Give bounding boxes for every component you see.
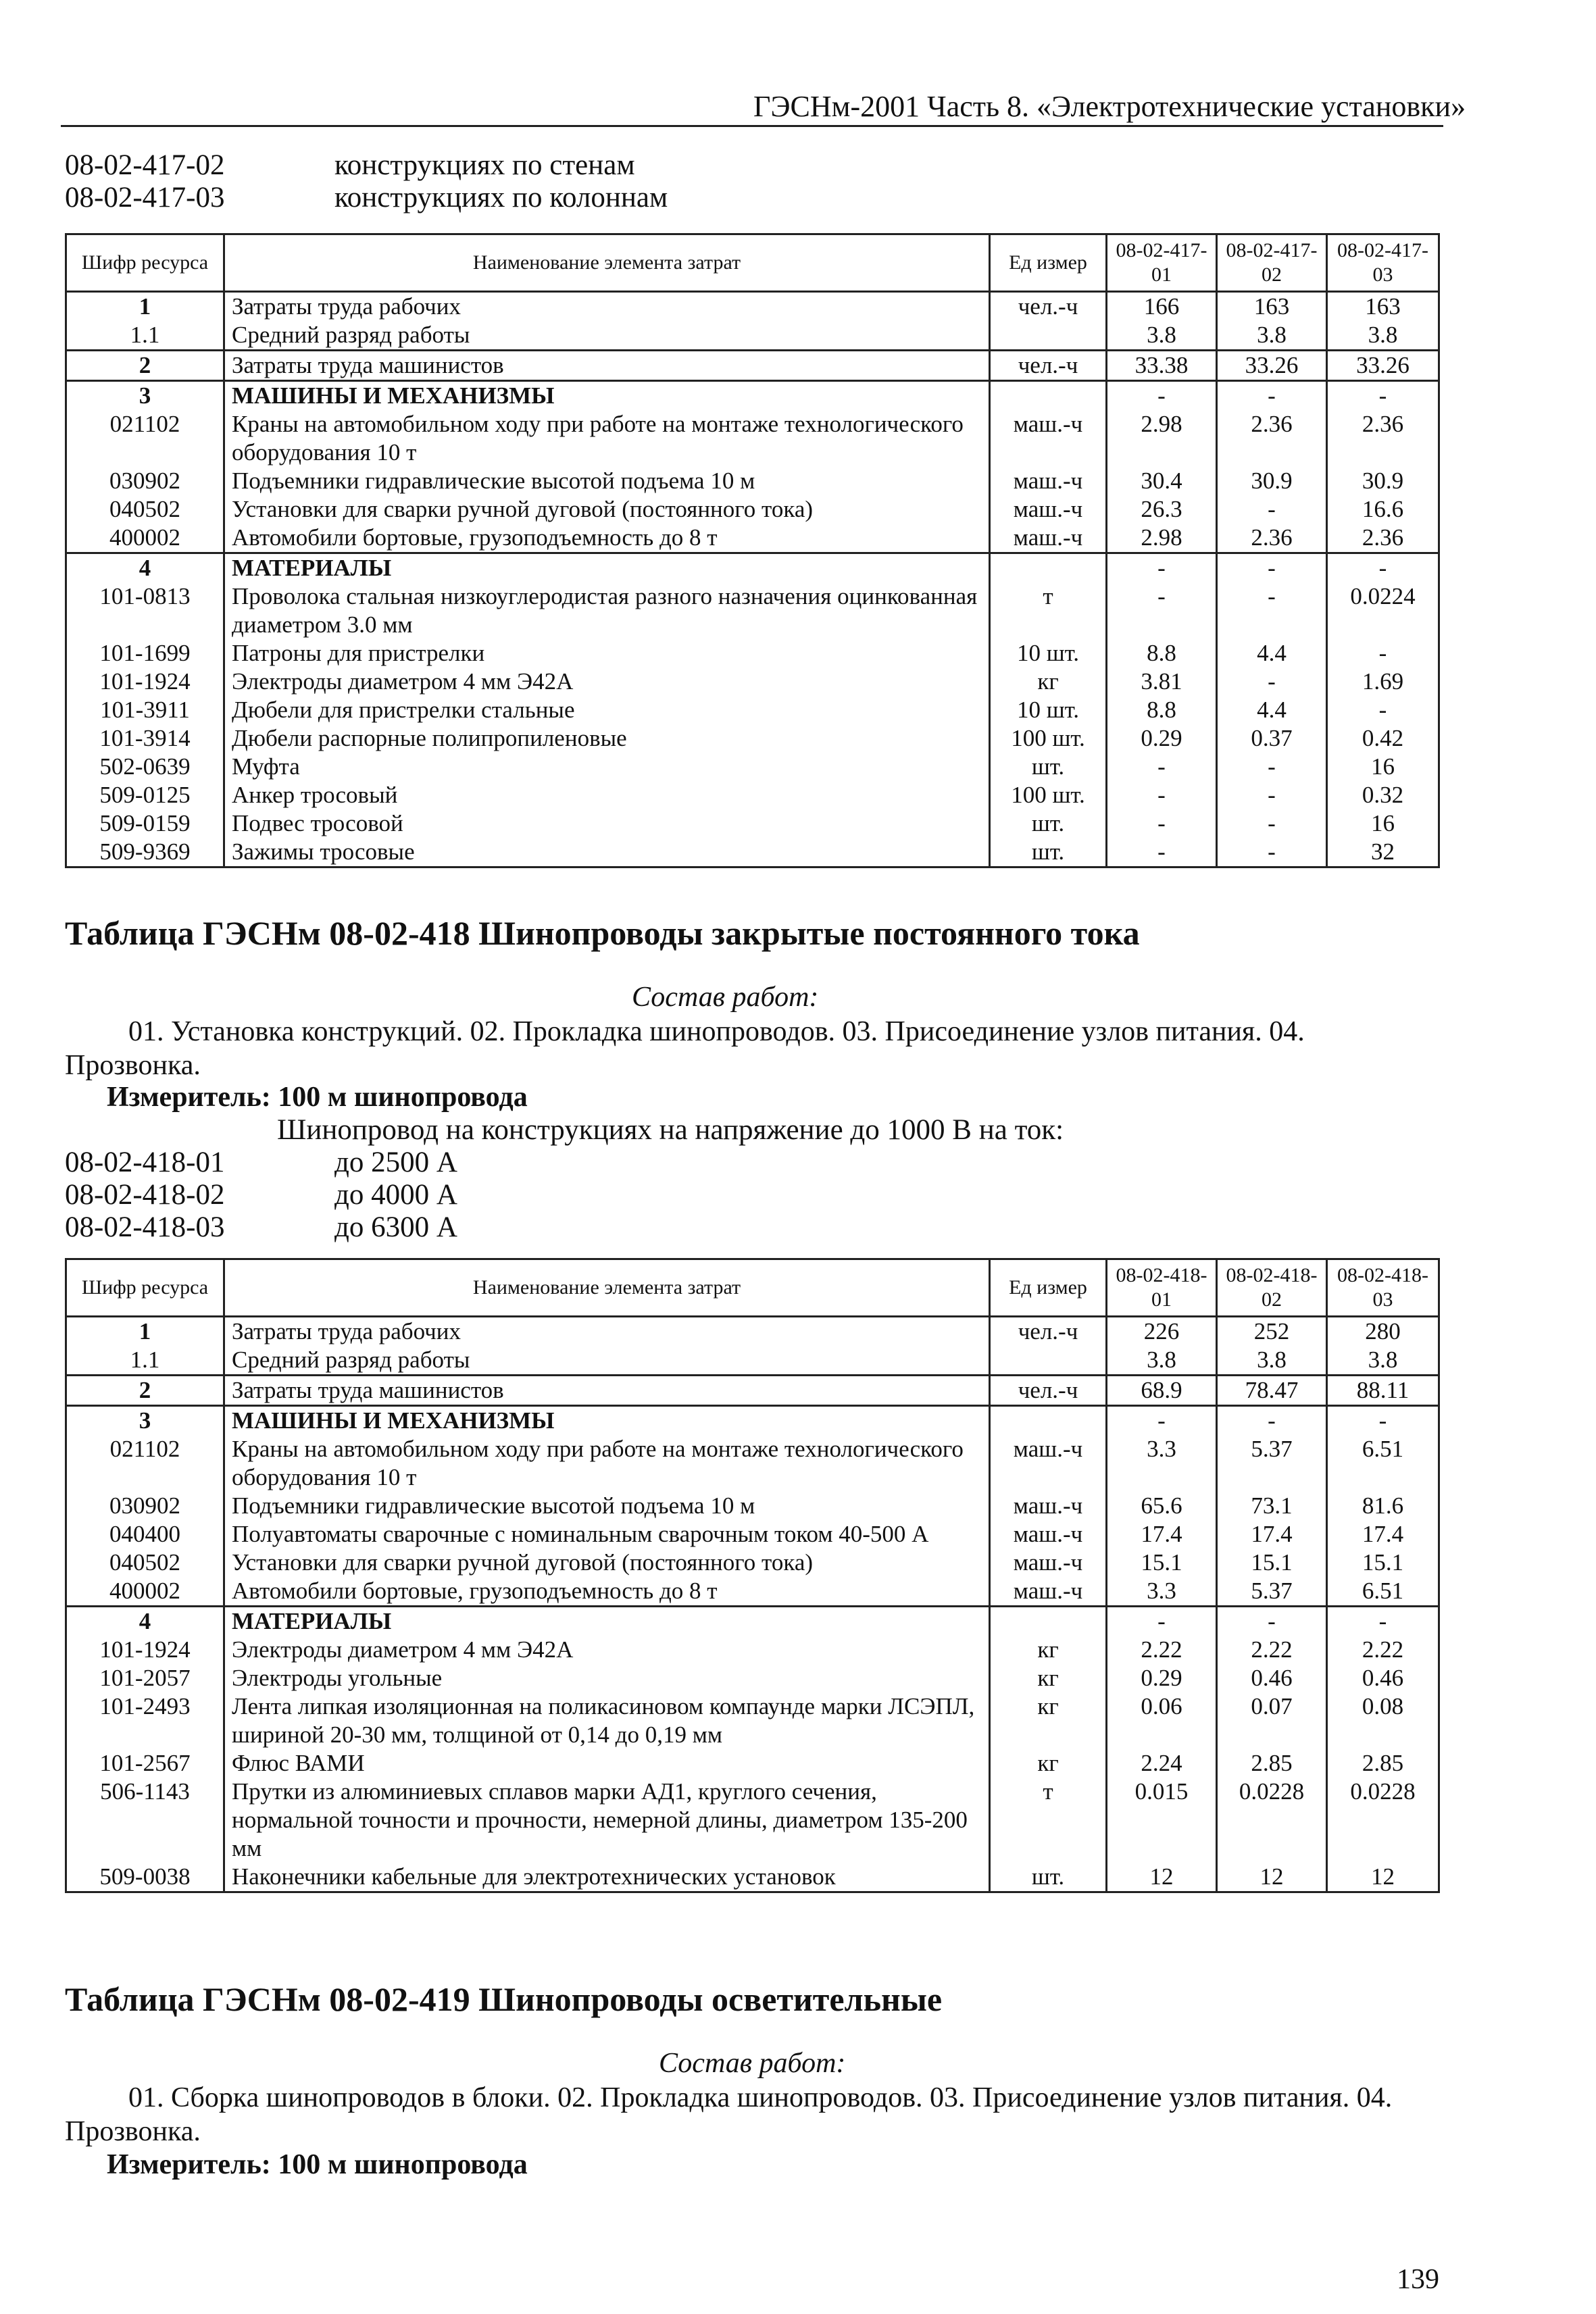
cell-code: 101-2567 (66, 1749, 224, 1778)
cell-name: Установки для сварки ручной дуговой (постоянного тока) (224, 495, 990, 524)
cell-value-2: 3.8 (1217, 1346, 1327, 1376)
cell-unit: кг (990, 1664, 1107, 1692)
cell-value-1: 26.3 (1107, 495, 1217, 524)
cell-value-3: 88.11 (1327, 1376, 1439, 1406)
cell-value-1: - (1107, 753, 1217, 781)
cell-value-3: 16 (1327, 753, 1439, 781)
page-number: 139 (1397, 2264, 1439, 2295)
code-418-01-text: до 2500 А (334, 1147, 457, 1178)
cell-unit: маш.-ч (990, 467, 1107, 495)
cell-code: 400002 (66, 1577, 224, 1607)
cell-value-2: 78.47 (1217, 1376, 1327, 1406)
cell-value-3: 1.69 (1327, 668, 1439, 696)
cell-unit: маш.-ч (990, 410, 1107, 467)
cell-unit: маш.-ч (990, 524, 1107, 553)
table-row (66, 1520, 1439, 1549)
cell-value-1: 166 (1107, 292, 1217, 322)
cell-code: 101-2493 (66, 1692, 224, 1749)
cell-code: 4 (66, 1607, 224, 1636)
cell-unit: шт. (990, 1863, 1107, 1892)
cell-value-3: 2.85 (1327, 1749, 1439, 1778)
cell-code: 101-1924 (66, 668, 224, 696)
cell-value-2: 0.46 (1217, 1664, 1327, 1692)
cell-code: 030902 (66, 467, 224, 495)
cell-unit: 100 шт. (990, 724, 1107, 753)
cell-value-1: 68.9 (1107, 1376, 1217, 1406)
col-header-code: Шифр ресурса (66, 234, 224, 292)
cell-name: Прутки из алюминиевых сплавов марки АД1, круглого сечения, нормальной точности и прочности, немерной длины, диаметром 135-200 мм (224, 1778, 990, 1863)
cell-value-1: 3.8 (1107, 1346, 1217, 1376)
cell-value-3: 81.6 (1327, 1492, 1439, 1520)
code-418-03-text: до 6300 А (334, 1211, 457, 1243)
cell-value-2: 5.37 (1217, 1577, 1327, 1607)
cell-value-1: 33.38 (1107, 351, 1217, 381)
cell-unit: 10 шт. (990, 639, 1107, 668)
cell-value-2: 0.07 (1217, 1692, 1327, 1749)
cell-code: 101-2057 (66, 1664, 224, 1692)
cell-code: 1.1 (66, 1346, 224, 1376)
cell-value-3: - (1327, 1406, 1439, 1436)
cell-value-3: 16 (1327, 809, 1439, 838)
cell-value-3: 0.32 (1327, 781, 1439, 809)
cell-value-1: 2.22 (1107, 1636, 1217, 1664)
col-header-v2: 08-02-418-02 (1217, 1259, 1327, 1317)
cell-name: Полуавтоматы сварочные с номинальным сварочным током 40-500 А (224, 1520, 990, 1549)
cell-name: Зажимы тросовые (224, 838, 990, 867)
cell-name: МАТЕРИАЛЫ (224, 553, 990, 583)
cell-value-1: 3.8 (1107, 321, 1217, 351)
table-row (66, 321, 1439, 351)
table-row (66, 1607, 1439, 1636)
table-row (66, 582, 1439, 639)
cell-value-1: 2.24 (1107, 1749, 1217, 1778)
cell-unit: шт. (990, 838, 1107, 867)
cell-value-1: 8.8 (1107, 639, 1217, 668)
table-row (66, 809, 1439, 838)
top-code-1: 08-02-417-02 (65, 149, 225, 181)
cell-unit (990, 1346, 1107, 1376)
cell-unit: кг (990, 1749, 1107, 1778)
cell-value-2: 2.85 (1217, 1749, 1327, 1778)
cell-value-3: - (1327, 381, 1439, 411)
cell-value-1: - (1107, 582, 1217, 639)
table-row (66, 292, 1439, 322)
cell-value-2: - (1217, 809, 1327, 838)
cell-value-2: 252 (1217, 1317, 1327, 1347)
cell-name: МАТЕРИАЛЫ (224, 1607, 990, 1636)
cell-unit: маш.-ч (990, 1520, 1107, 1549)
cell-name: Дюбели распорные полипропиленовые (224, 724, 990, 753)
cell-value-1: 30.4 (1107, 467, 1217, 495)
table-row (66, 524, 1439, 553)
cell-name: Средний разряд работы (224, 1346, 990, 1376)
cell-name: Лента липкая изоляционная на поликасиновом компаунде марки ЛСЭПЛ, шириной 20-30 мм, толщиной от 0,14 до 0,19 мм (224, 1692, 990, 1749)
cell-value-1: 3.3 (1107, 1577, 1217, 1607)
work-text-419: 01. Сборка шинопроводов в блоки. 02. Прокладка шинопроводов. 03. Присоединение узлов питания. 04. Прозвонка. (65, 2082, 1393, 2147)
col-header-unit: Ед измер (990, 234, 1107, 292)
cell-value-1: 2.98 (1107, 524, 1217, 553)
cell-value-3: 0.0228 (1327, 1778, 1439, 1863)
header-rule (61, 125, 1443, 127)
cell-value-3: 15.1 (1327, 1549, 1439, 1577)
cell-value-3: 30.9 (1327, 467, 1439, 495)
cell-value-2: 2.36 (1217, 410, 1327, 467)
cell-value-1: 15.1 (1107, 1549, 1217, 1577)
cell-unit (990, 553, 1107, 583)
cell-name: МАШИНЫ И МЕХАНИЗМЫ (224, 1406, 990, 1436)
cell-value-1: - (1107, 809, 1217, 838)
col-header-unit: Ед измер (990, 1259, 1107, 1317)
cell-unit: чел.-ч (990, 351, 1107, 381)
cell-code: 040400 (66, 1520, 224, 1549)
cell-name: Проволока стальная низкоуглеродистая разного назначения оцинкованная диаметром 3.0 мм (224, 582, 990, 639)
table-row (66, 1778, 1439, 1863)
table-row (66, 1406, 1439, 1436)
cell-value-1: - (1107, 1607, 1217, 1636)
running-header: ГЭСНм-2001 Часть 8. «Электротехнические установки» (753, 90, 1466, 123)
cell-value-2: - (1217, 553, 1327, 583)
cell-value-3: 2.36 (1327, 410, 1439, 467)
cell-name: Подвес тросовой (224, 809, 990, 838)
table-row (66, 381, 1439, 411)
cell-value-3: 163 (1327, 292, 1439, 322)
cell-code: 2 (66, 1376, 224, 1406)
cell-name: Установки для сварки ручной дуговой (постоянного тока) (224, 1549, 990, 1577)
cell-value-3: 3.8 (1327, 321, 1439, 351)
cell-value-2: 30.9 (1217, 467, 1327, 495)
cell-name: Затраты труда машинистов (224, 1376, 990, 1406)
cell-value-1: 8.8 (1107, 696, 1217, 724)
cell-unit: кг (990, 668, 1107, 696)
cell-unit (990, 1607, 1107, 1636)
cell-code: 509-0038 (66, 1863, 224, 1892)
cell-unit: чел.-ч (990, 1376, 1107, 1406)
work-text-418: 01. Установка конструкций. 02. Прокладка шинопроводов. 03. Присоединение узлов питания. 04. Прозвонка. (65, 1016, 1305, 1081)
cell-code: 030902 (66, 1492, 224, 1520)
table-row (66, 668, 1439, 696)
cell-code: 502-0639 (66, 753, 224, 781)
cell-value-1: 12 (1107, 1863, 1217, 1892)
top-code-2: 08-02-417-03 (65, 182, 225, 213)
cell-name: Краны на автомобильном ходу при работе на монтаже технологического оборудования 10 т (224, 1435, 990, 1492)
cell-code: 4 (66, 553, 224, 583)
table-row (66, 410, 1439, 467)
cell-value-1: 226 (1107, 1317, 1217, 1347)
table-row (66, 1636, 1439, 1664)
measure-419: Измеритель: 100 м шинопровода (107, 2149, 528, 2180)
cell-value-1: 0.015 (1107, 1778, 1217, 1863)
table-row (66, 1317, 1439, 1347)
resource-table-418 (65, 1258, 1440, 1893)
cell-name: Наконечники кабельные для электротехнических установок (224, 1863, 990, 1892)
cell-name: Анкер тросовый (224, 781, 990, 809)
cell-name: Патроны для пристрелки (224, 639, 990, 668)
table-row (66, 1435, 1439, 1492)
cell-value-3: 32 (1327, 838, 1439, 867)
cell-value-2: - (1217, 753, 1327, 781)
cell-code: 3 (66, 381, 224, 411)
cell-value-1: 2.98 (1107, 410, 1217, 467)
cell-code: 509-0125 (66, 781, 224, 809)
cell-code: 509-0159 (66, 809, 224, 838)
cell-unit (990, 321, 1107, 351)
cell-value-1: 0.29 (1107, 1664, 1217, 1692)
cell-value-2: 12 (1217, 1863, 1327, 1892)
col-header-name: Наименование элемента затрат (224, 1259, 990, 1317)
cell-code: 101-3911 (66, 696, 224, 724)
cell-value-2: 163 (1217, 292, 1327, 322)
measure-418: Измеритель: 100 м шинопровода (107, 1082, 528, 1113)
cell-value-1: 3.81 (1107, 668, 1217, 696)
cell-value-2: 15.1 (1217, 1549, 1327, 1577)
cell-value-2: 33.26 (1217, 351, 1327, 381)
code-418-03: 08-02-418-03 (65, 1211, 225, 1243)
cell-value-2: - (1217, 838, 1327, 867)
cell-code: 040502 (66, 1549, 224, 1577)
cell-code: 2 (66, 351, 224, 381)
cell-value-3: 16.6 (1327, 495, 1439, 524)
cell-unit: кг (990, 1692, 1107, 1749)
cell-unit: маш.-ч (990, 1549, 1107, 1577)
cell-value-1: 0.29 (1107, 724, 1217, 753)
cell-code: 400002 (66, 524, 224, 553)
cell-value-2: - (1217, 495, 1327, 524)
cell-value-2: 2.36 (1217, 524, 1327, 553)
table-row (66, 724, 1439, 753)
cell-unit (990, 1406, 1107, 1436)
cell-code: 1.1 (66, 321, 224, 351)
cell-unit: кг (990, 1636, 1107, 1664)
top-code-2-text: конструкциях по колоннам (334, 182, 668, 213)
cell-value-3: 280 (1327, 1317, 1439, 1347)
table-row (66, 753, 1439, 781)
cell-unit: маш.-ч (990, 1492, 1107, 1520)
cell-value-2: - (1217, 781, 1327, 809)
cell-code: 101-0813 (66, 582, 224, 639)
table-row (66, 1376, 1439, 1406)
section-title-418: Таблица ГЭСНм 08-02-418 Шинопроводы закрытые постоянного тока (65, 914, 1140, 952)
cell-unit: т (990, 582, 1107, 639)
cell-value-1: 65.6 (1107, 1492, 1217, 1520)
code-418-02: 08-02-418-02 (65, 1179, 225, 1211)
table-row (66, 639, 1439, 668)
cell-value-3: 6.51 (1327, 1435, 1439, 1492)
cell-name: Электроды диаметром 4 мм Э42А (224, 1636, 990, 1664)
work-heading-419: Состав работ: (659, 2048, 846, 2079)
cell-code: 3 (66, 1406, 224, 1436)
cell-unit: маш.-ч (990, 1577, 1107, 1607)
cell-name: Средний разряд работы (224, 321, 990, 351)
table-row (66, 553, 1439, 583)
cell-value-2: 0.0228 (1217, 1778, 1327, 1863)
cell-code: 1 (66, 292, 224, 322)
col-header-v1: 08-02-417-01 (1107, 234, 1217, 292)
code-418-01: 08-02-418-01 (65, 1147, 225, 1178)
work-heading-418: Состав работ: (632, 982, 819, 1013)
table-row (66, 781, 1439, 809)
cell-name: МАШИНЫ И МЕХАНИЗМЫ (224, 381, 990, 411)
cell-value-1: 0.06 (1107, 1692, 1217, 1749)
table-row (66, 495, 1439, 524)
col-header-v3: 08-02-417-03 (1327, 234, 1439, 292)
col-header-name: Наименование элемента затрат (224, 234, 990, 292)
cell-code: 101-1699 (66, 639, 224, 668)
table-row (66, 1577, 1439, 1607)
table-row (66, 1692, 1439, 1749)
cell-unit: маш.-ч (990, 495, 1107, 524)
cell-code: 040502 (66, 495, 224, 524)
cell-value-3: 3.8 (1327, 1346, 1439, 1376)
cell-code: 101-1924 (66, 1636, 224, 1664)
cell-value-3: - (1327, 1607, 1439, 1636)
cell-name: Краны на автомобильном ходу при работе на монтаже технологического оборудования 10 т (224, 410, 990, 467)
cell-name: Электроды угольные (224, 1664, 990, 1692)
cell-value-3: 0.0224 (1327, 582, 1439, 639)
cell-unit: маш.-ч (990, 1435, 1107, 1492)
cell-value-1: - (1107, 781, 1217, 809)
cell-value-3: 17.4 (1327, 1520, 1439, 1549)
cell-value-2: 17.4 (1217, 1520, 1327, 1549)
cell-value-2: - (1217, 1406, 1327, 1436)
cell-value-3: 0.08 (1327, 1692, 1439, 1749)
cell-name: Затраты труда рабочих (224, 292, 990, 322)
cell-value-3: 12 (1327, 1863, 1439, 1892)
cell-unit: 10 шт. (990, 696, 1107, 724)
table-row (66, 1346, 1439, 1376)
col-header-v3: 08-02-418-03 (1327, 1259, 1439, 1317)
cell-value-2: - (1217, 582, 1327, 639)
table-row (66, 1492, 1439, 1520)
cell-value-2: 4.4 (1217, 696, 1327, 724)
table-row (66, 467, 1439, 495)
cell-name: Электроды диаметром 4 мм Э42А (224, 668, 990, 696)
table-row (66, 838, 1439, 867)
cell-value-3: 2.22 (1327, 1636, 1439, 1664)
cell-name: Подъемники гидравлические высотой подъема 10 м (224, 1492, 990, 1520)
cell-value-3: 2.36 (1327, 524, 1439, 553)
cell-value-2: - (1217, 1607, 1327, 1636)
cell-name: Затраты труда рабочих (224, 1317, 990, 1347)
cell-unit (990, 381, 1107, 411)
cell-name: Затраты труда машинистов (224, 351, 990, 381)
cell-name: Муфта (224, 753, 990, 781)
cell-value-1: - (1107, 838, 1217, 867)
cell-value-2: 2.22 (1217, 1636, 1327, 1664)
section-title-419: Таблица ГЭСНм 08-02-419 Шинопроводы осветительные (65, 1980, 943, 2018)
cell-value-1: - (1107, 553, 1217, 583)
table-row (66, 1549, 1439, 1577)
cell-unit: шт. (990, 753, 1107, 781)
cell-code: 021102 (66, 410, 224, 467)
cell-value-2: 5.37 (1217, 1435, 1327, 1492)
cell-value-2: - (1217, 381, 1327, 411)
cell-unit: чел.-ч (990, 1317, 1107, 1347)
cell-value-3: - (1327, 639, 1439, 668)
cell-value-1: 17.4 (1107, 1520, 1217, 1549)
table-row (66, 1664, 1439, 1692)
cell-code: 101-3914 (66, 724, 224, 753)
cell-value-3: 6.51 (1327, 1577, 1439, 1607)
top-code-1-text: конструкциях по стенам (334, 149, 635, 181)
cell-value-3: - (1327, 696, 1439, 724)
cell-code: 1 (66, 1317, 224, 1347)
cell-name: Подъемники гидравлические высотой подъема 10 м (224, 467, 990, 495)
subtitle-418: Шинопровод на конструкциях на напряжение до 1000 В на ток: (277, 1114, 1064, 1146)
cell-name: Автомобили бортовые, грузоподъемность до 8 т (224, 524, 990, 553)
cell-name: Дюбели для пристрелки стальные (224, 696, 990, 724)
table-row (66, 351, 1439, 381)
cell-value-1: - (1107, 1406, 1217, 1436)
cell-name: Автомобили бортовые, грузоподъемность до 8 т (224, 1577, 990, 1607)
cell-code: 021102 (66, 1435, 224, 1492)
cell-unit: чел.-ч (990, 292, 1107, 322)
table-row (66, 1749, 1439, 1778)
cell-value-2: 4.4 (1217, 639, 1327, 668)
cell-value-3: 0.42 (1327, 724, 1439, 753)
cell-value-2: 73.1 (1217, 1492, 1327, 1520)
col-header-v2: 08-02-417-02 (1217, 234, 1327, 292)
cell-value-1: - (1107, 381, 1217, 411)
col-header-v1: 08-02-418-01 (1107, 1259, 1217, 1317)
col-header-code: Шифр ресурса (66, 1259, 224, 1317)
cell-unit: шт. (990, 809, 1107, 838)
cell-value-3: 0.46 (1327, 1664, 1439, 1692)
cell-value-2: - (1217, 668, 1327, 696)
code-418-02-text: до 4000 А (334, 1179, 457, 1211)
cell-value-1: 3.3 (1107, 1435, 1217, 1492)
cell-code: 509-9369 (66, 838, 224, 867)
cell-unit: 100 шт. (990, 781, 1107, 809)
cell-value-2: 3.8 (1217, 321, 1327, 351)
resource-table-417 (65, 233, 1440, 868)
cell-value-3: - (1327, 553, 1439, 583)
cell-value-3: 33.26 (1327, 351, 1439, 381)
cell-value-2: 0.37 (1217, 724, 1327, 753)
table-row (66, 1863, 1439, 1892)
table-row (66, 696, 1439, 724)
cell-unit: т (990, 1778, 1107, 1863)
cell-code: 506-1143 (66, 1778, 224, 1863)
cell-name: Флюс ВАМИ (224, 1749, 990, 1778)
